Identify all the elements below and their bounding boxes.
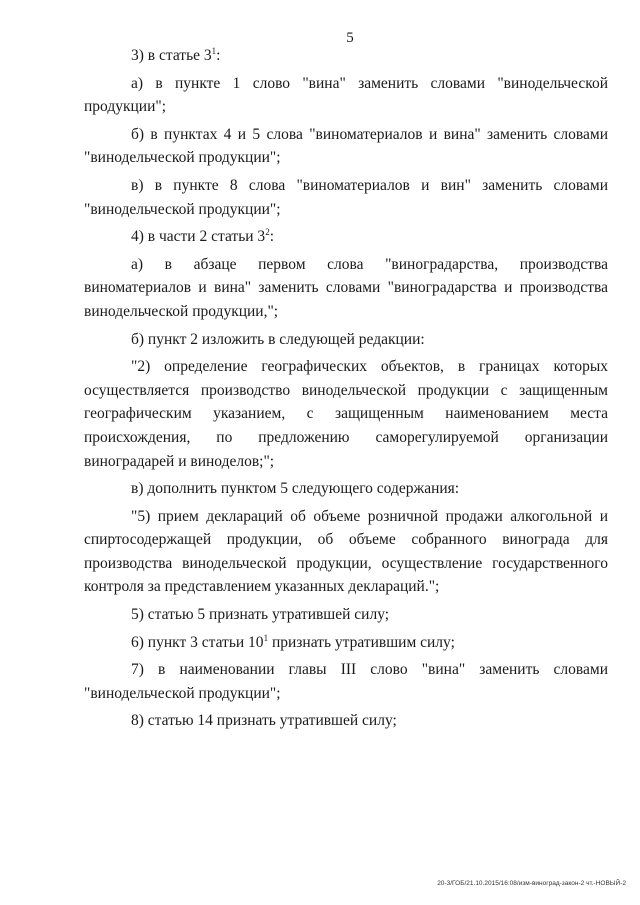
paragraph-article-14-void: 8) статью 14 признать утратившей силу; bbox=[131, 712, 397, 730]
superscript: 1 bbox=[211, 46, 217, 56]
paragraph-text: 6) пункт 3 статьи 10 bbox=[131, 633, 264, 651]
paragraph-point-3-article-10-1 bbox=[84, 631, 608, 655]
paragraph-text-tail: : bbox=[216, 47, 221, 64]
paragraph-item-v-add-point-5: в) дополнить пунктом 5 следующего содержания: bbox=[131, 480, 460, 498]
paragraph-chapter-3-title: 7) в наименовании главы III слово "вина" заменить словами "винодельческой продукции"; bbox=[84, 661, 608, 702]
paragraph-item-a-first-abzac: а) в абзаце первом слова "виноградарства, производства виноматериалов и вина" заменить словами "виноградарства и производства винодельческой продукции,"; bbox=[84, 255, 608, 320]
paragraph-article-3-1 bbox=[84, 44, 608, 68]
paragraph-text-tail: : bbox=[269, 228, 274, 246]
superscript: 1 bbox=[263, 632, 269, 643]
paragraph-quoted-point-5: "5) прием деклараций об объеме розничной продажи алкогольной и спиртосодержащей продукции, об объеме собранного винограда для производства винодельческой продукции, осуществление государственного контроля за представлением указанных деклараций."; bbox=[84, 507, 608, 596]
paragraph-text-tail: признать утратившим силу; bbox=[268, 633, 455, 651]
document-body bbox=[84, 44, 608, 733]
paragraph-part-2-article-3-2 bbox=[84, 225, 608, 249]
footer-document-code: 20-3/ГОБ/21.10.2015/16:08/изм-виноград-закон-2 чт.-НОВЫЙ-2 bbox=[437, 880, 626, 887]
paragraph-item-b-point-2: б) пункт 2 изложить в следующей редакции: bbox=[131, 330, 425, 348]
paragraph-text: 3) в статье 3 bbox=[131, 47, 212, 64]
paragraph-item-v-point-8: в) в пункте 8 слова "виноматериалов и вин" заменить словами "винодельческой продукции"; bbox=[84, 176, 608, 218]
paragraph-quoted-point-2: "2) определение географических объектов, в границах которых осуществляется производство винодельческой продукции с защищенным географическим указанием, с защищенным наименованием места происхождения, по предложению саморегулируемой организации виноградарей и виноделов;"; bbox=[84, 358, 608, 470]
page-number: 5 bbox=[346, 30, 354, 46]
superscript: 2 bbox=[265, 227, 270, 238]
paragraph-text: 4) в части 2 статьи 3 bbox=[131, 228, 266, 246]
paragraph-article-5-void: 5) статью 5 признать утратившей силу; bbox=[131, 606, 390, 624]
paragraph-item-a-point-1: а) в пункте 1 слово "вина" заменить словами "винодельческой продукции"; bbox=[84, 74, 608, 116]
paragraph-item-b-points-4-5: б) в пунктах 4 и 5 слова "виноматериалов и вина" заменить словами "винодельческой продукции"; bbox=[84, 125, 608, 167]
